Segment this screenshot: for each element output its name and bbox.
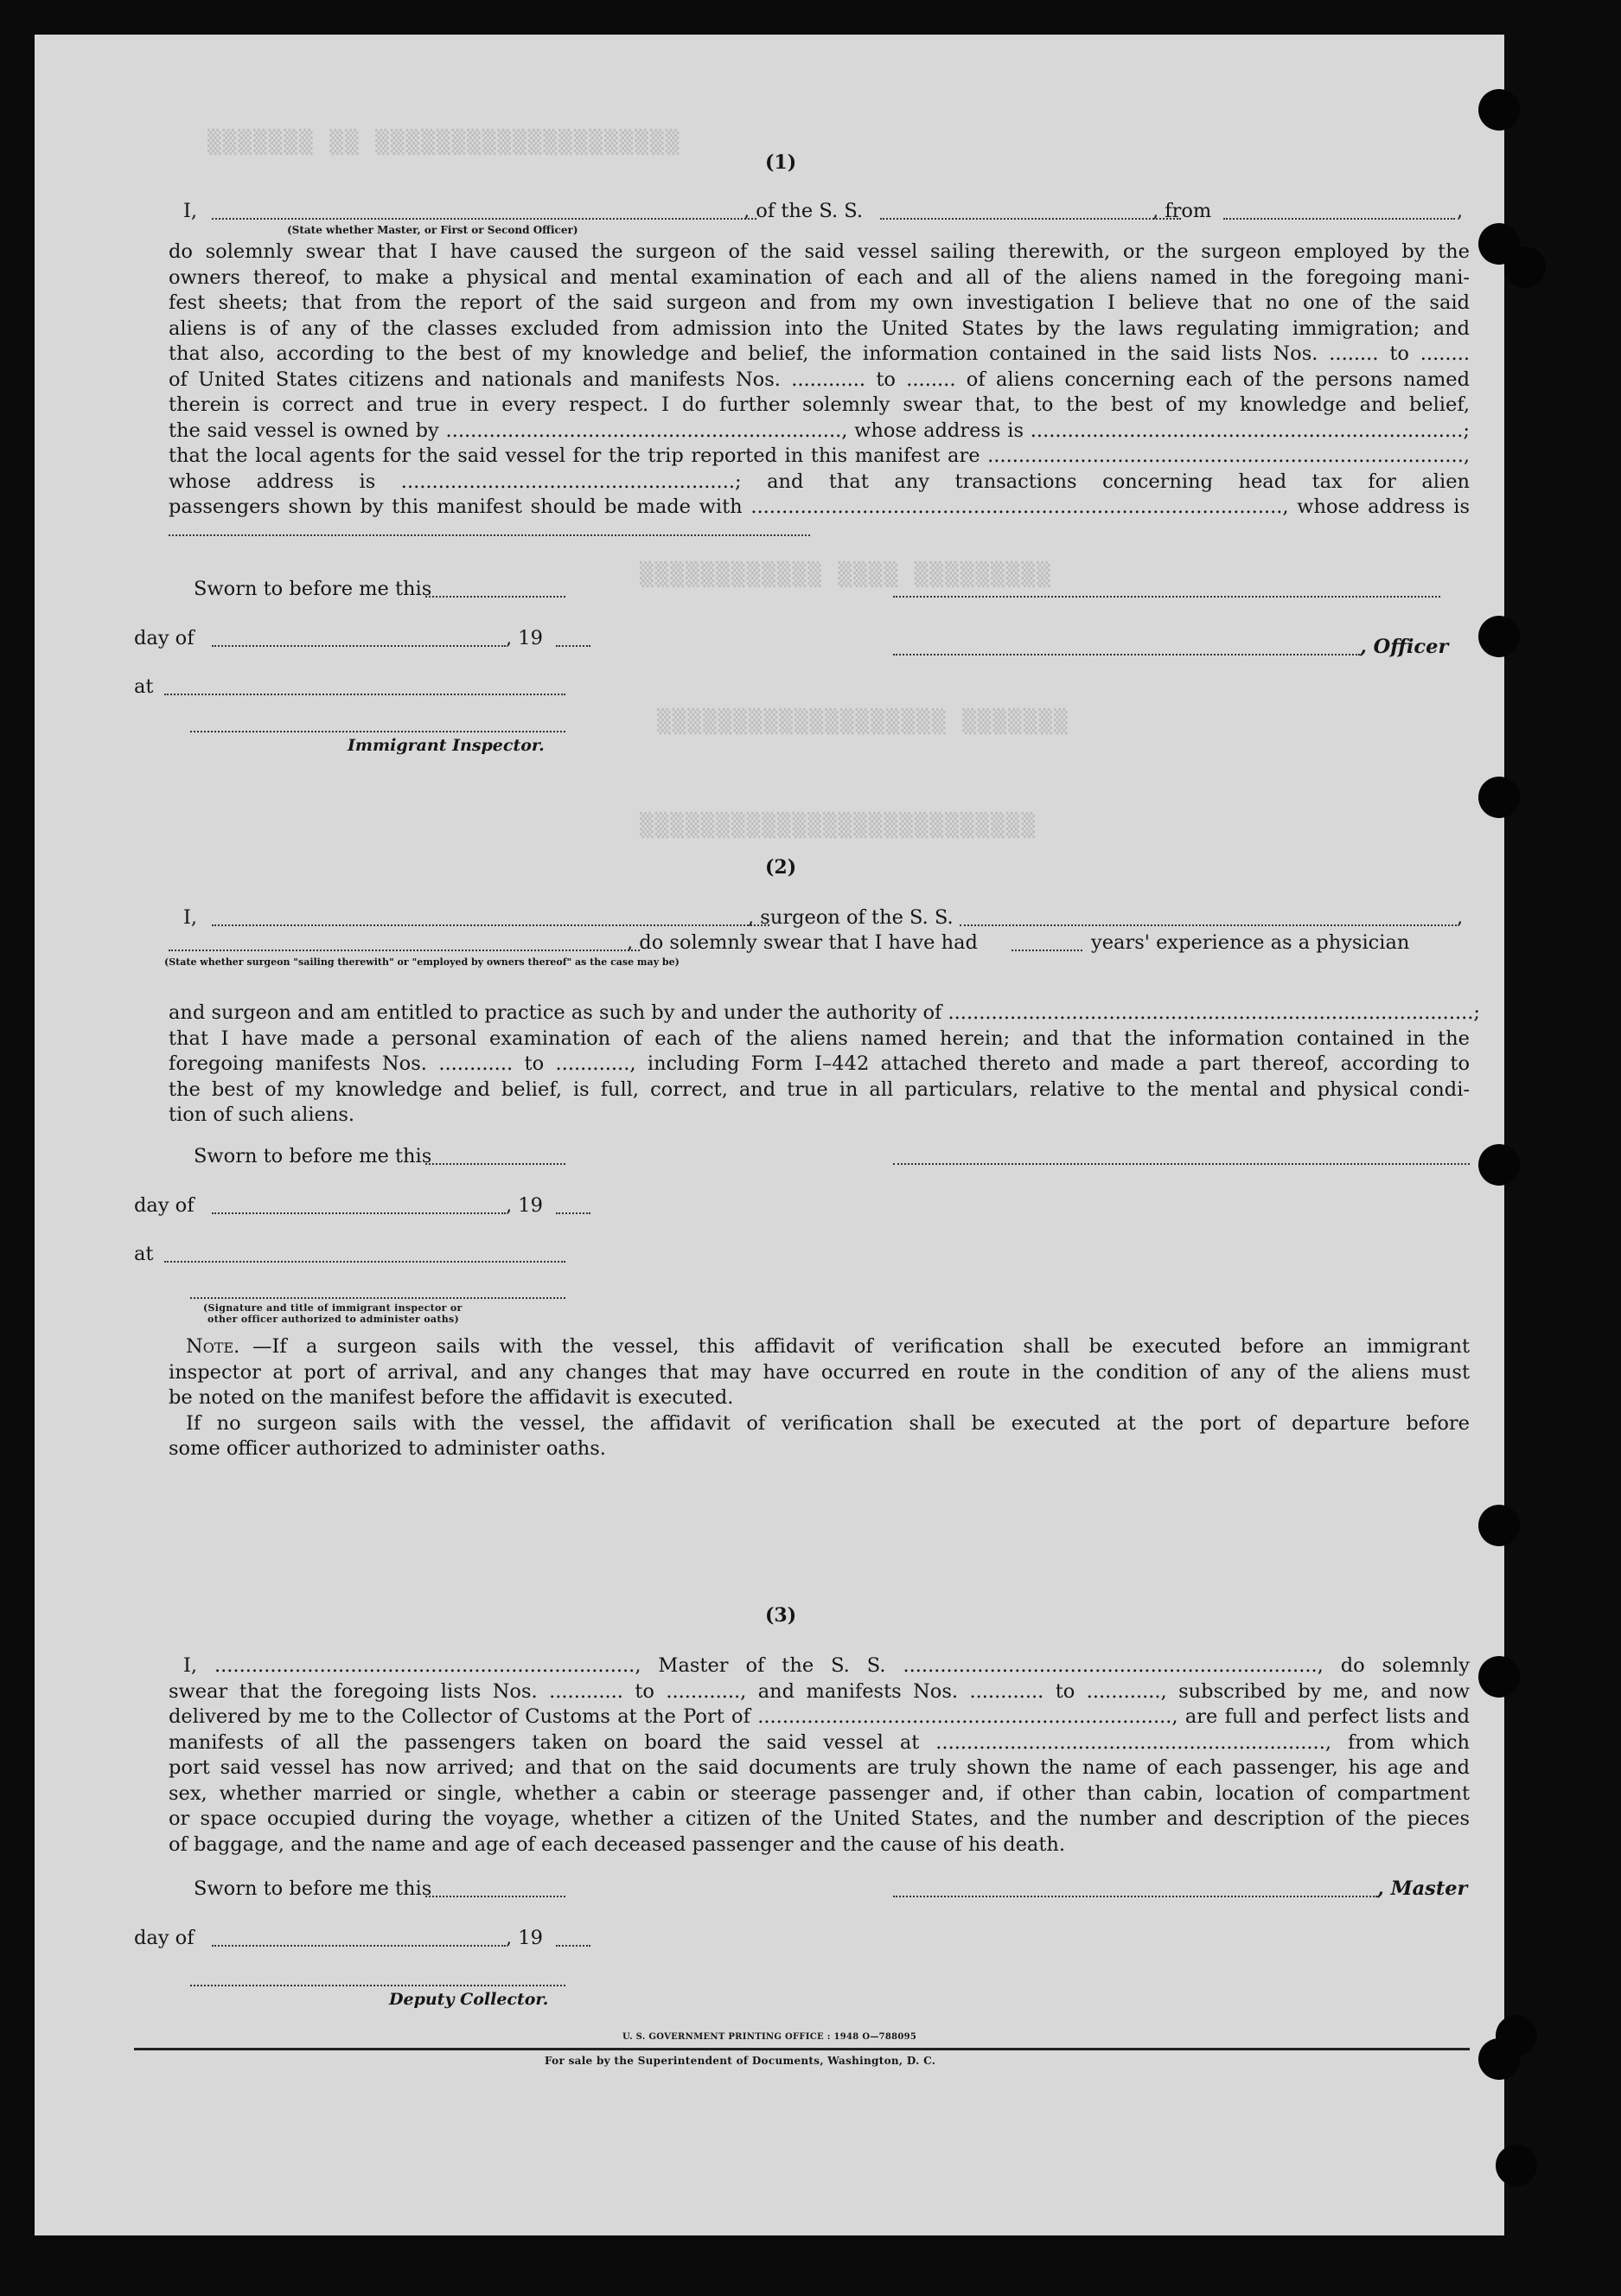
note-line: inspector at port of arrival, and any changes that may have occurred en route in the condition of any of the aliens must <box>169 1360 1470 1384</box>
section-3-body-line: sex, whether married or single, whether a cabin or steerage passenger and, if other than cabin, location of compartment <box>169 1781 1470 1805</box>
section-1-at: at <box>134 675 154 698</box>
note-line: be noted on the manifest before the affidavit is executed. <box>169 1386 734 1409</box>
punch-hole <box>1478 616 1520 657</box>
section-1-body-line: fest sheets; that from the report of the said surgeon and from my own investigation I believe that no one of the said <box>169 291 1470 314</box>
punch-hole <box>1478 1144 1520 1186</box>
punch-hole <box>1478 777 1520 818</box>
section-1-i: I, <box>183 200 198 222</box>
punch-hole <box>1478 89 1520 131</box>
year-field[interactable] <box>556 1212 590 1214</box>
officer-name-field[interactable] <box>212 218 756 220</box>
signature-caption-line: (Signature and title of immigrant inspector or <box>203 1302 463 1314</box>
for-sale-notice: For sale by the Superintendent of Documents, Washington, D. C. <box>545 2055 936 2067</box>
section-1-body-line: that the local agents for the said vessel for the trip reported in this manifest are ............................................................................., <box>169 444 1470 467</box>
officer-title-field[interactable] <box>893 654 1360 656</box>
section-1-body-line: owners thereof, to make a physical and mental examination of each and all of the aliens named in the foregoing mani- <box>169 265 1470 289</box>
section-1-number: (1) <box>765 151 797 174</box>
section-2-day-of: day of <box>134 1194 195 1217</box>
note-line: —If a surgeon sails with the vessel, this affidavit of verification shall be executed before an immigrant <box>252 1335 1470 1358</box>
surgeon-signature-field[interactable] <box>893 1163 1470 1165</box>
section-2-year: , 19 <box>506 1194 543 1217</box>
section-3-body-line: port said vessel has now arrived; and that on the said documents are truly shown the name of each passenger, his age and <box>169 1756 1470 1779</box>
note-line: If no surgeon sails with the vessel, the affidavit of verification shall be executed at the port of departure before <box>186 1411 1470 1435</box>
section-3-body-line: manifests of all the passengers taken on board the said vessel at ..............................................................., from which <box>169 1730 1470 1754</box>
section-2-sworn: Sworn to before me this <box>194 1145 432 1167</box>
note-label: Note. <box>186 1335 240 1358</box>
section-2-comma: , <box>1457 906 1464 929</box>
punch-hole <box>1478 2038 1520 2080</box>
printing-office-imprint: U. S. GOVERNMENT PRINTING OFFICE : 1948 O—788095 <box>622 2032 917 2042</box>
section-2-body-line: the best of my knowledge and belief, is full, correct, and true in all particulars, relative to the mental and physical condi- <box>169 1078 1470 1101</box>
section-1-body-line: therein is correct and true in every respect. I do further solemnly swear that, to the best of my knowledge and belief, <box>169 393 1470 416</box>
inspector-signature-field[interactable] <box>190 731 565 732</box>
section-1-body-line: the said vessel is owned by ................................................................, whose address is ......................................................................; <box>169 419 1470 442</box>
section-1-sworn: Sworn to before me this <box>194 578 432 600</box>
sworn-date-field[interactable] <box>425 1163 565 1165</box>
officer-signature-field[interactable] <box>893 596 1440 598</box>
immigrant-inspector-label: Immigrant Inspector. <box>348 736 545 755</box>
section-1-body-line: passengers shown by this manifest should be made with ......................................................................................, whose address is <box>169 496 1470 518</box>
year-field[interactable] <box>556 1945 590 1947</box>
signature-caption-line: other officer authorized to administer oaths) <box>207 1314 460 1325</box>
bleed-through-text: ▒▒▒▒▒▒▒▒▒▒▒▒▒▒▒▒▒▒▒ ▒▒▒▒▒▒▒ <box>657 709 1069 735</box>
section-3-year: , 19 <box>506 1927 543 1949</box>
day-month-field[interactable] <box>212 645 506 647</box>
year-field[interactable] <box>556 645 590 647</box>
section-3-sworn: Sworn to before me this <box>194 1877 432 1900</box>
bleed-through-text: ▒▒▒▒▒▒▒ ▒▒ ▒▒▒▒▒▒▒▒▒▒▒▒▒▒▒▒▒▒▒▒ <box>207 130 681 156</box>
place-field[interactable] <box>164 1261 565 1263</box>
section-2-surgeon-of-ss: , surgeon of the S. S. <box>748 906 954 929</box>
section-3-body-line: I, ...................................................................., Master of the S. S. ..................................................................., do solemnly <box>183 1654 1470 1677</box>
section-2-number: (2) <box>765 856 797 879</box>
section-1-of-ss: , of the S. S. <box>743 200 864 222</box>
section-1-comma: , <box>1457 200 1464 222</box>
form-sheet <box>35 35 1504 2235</box>
surgeon-vessel-field[interactable] <box>960 924 1457 926</box>
deputy-collector-label: Deputy Collector. <box>389 1990 549 2009</box>
officer-label: , Officer <box>1360 636 1449 658</box>
section-2-body-line: tion of such aliens. <box>169 1103 355 1126</box>
section-2-at: at <box>134 1243 154 1265</box>
master-signature-field[interactable] <box>893 1896 1377 1897</box>
section-1-body-line: do solemnly swear that I have caused the surgeon of the said vessel sailing therewith, or the surgeon employed by the <box>169 240 1470 263</box>
vessel-name-field[interactable] <box>880 218 1181 220</box>
bleed-through-text: ▒▒▒▒▒▒▒▒▒▒▒▒▒▒▒▒▒▒▒▒▒▒▒▒▒▒ <box>640 813 1037 839</box>
section-3-body-line: swear that the foregoing lists Nos. ............ to ............, and manifests Nos. ............ to ............, subscribed by me, and now <box>169 1679 1470 1703</box>
section-2-i: I, <box>183 906 198 929</box>
punch-hole <box>1504 246 1546 288</box>
place-field[interactable] <box>164 694 565 695</box>
day-month-field[interactable] <box>212 1212 506 1214</box>
section-1-day-of: day of <box>134 627 195 649</box>
day-month-field[interactable] <box>212 1945 506 1947</box>
surgeon-caption: (State whether surgeon "sailing therewith" or "employed by owners thereof" as the case may be) <box>164 956 680 968</box>
address-continuation-field[interactable] <box>169 534 810 536</box>
years-experience-field[interactable] <box>1012 950 1082 951</box>
master-label: , Master <box>1377 1877 1468 1900</box>
surgeon-name-field[interactable] <box>212 924 769 926</box>
signature-title-field[interactable] <box>190 1297 565 1299</box>
from-port-field[interactable] <box>1223 218 1455 220</box>
collector-signature-field[interactable] <box>190 1985 565 1986</box>
sworn-date-field[interactable] <box>425 596 565 598</box>
section-2-body-line: that I have made a personal examination of each of the aliens named herein; and that the information contained in the <box>169 1026 1470 1050</box>
section-1-from: , from <box>1152 200 1212 222</box>
section-3-body-line: of baggage, and the name and age of each deceased passenger and the cause of his death. <box>169 1832 1066 1856</box>
punch-hole <box>1478 1656 1520 1698</box>
section-2-body-line: and surgeon and am entitled to practice as such by and under the authority of .....................................................................................; <box>169 1001 1481 1024</box>
section-1-body-line: whose address is ......................................................; and that any transactions concerning head tax for alien <box>169 470 1470 493</box>
officer-caption: (State whether Master, or First or Second Officer) <box>287 224 578 236</box>
section-2-body-line: foregoing manifests Nos. ............ to ............, including Form I–442 attached thereto and made a part thereof, according to <box>169 1052 1470 1075</box>
section-2-years: years' experience as a physician <box>1091 931 1410 954</box>
bleed-through-text: ▒▒▒▒▒▒▒▒▒▒▒▒ ▒▒▒▒ ▒▒▒▒▒▒▒▒▒ <box>640 562 1052 588</box>
section-3-body-line: delivered by me to the Collector of Customs at the Port of ..................................................................., are full and perfect lists and <box>169 1705 1470 1728</box>
section-1-body-line: aliens is of any of the classes excluded from admission into the United States by the laws regulating immigration; and <box>169 317 1470 340</box>
punch-hole <box>1496 2145 1537 2186</box>
section-1-body-line: of United States citizens and nationals and manifests Nos. ............ to ........ of aliens concerning each of the persons named <box>169 368 1470 391</box>
section-1-body-line: that also, according to the best of my knowledge and belief, the information contained in the said lists Nos. ........ to ........ <box>169 342 1470 365</box>
section-1-year: , 19 <box>506 627 543 649</box>
section-3-number: (3) <box>765 1604 797 1627</box>
punch-hole <box>1478 1505 1520 1546</box>
sworn-date-field[interactable] <box>425 1896 565 1897</box>
section-2-swear: , do solemnly swear that I have had <box>627 931 978 954</box>
surgeon-status-field[interactable] <box>169 950 640 951</box>
section-3-body-line: or space occupied during the voyage, whether a citizen of the United States, and the number and description of the pieces <box>169 1807 1470 1830</box>
note-line: some officer authorized to administer oaths. <box>169 1437 606 1460</box>
footer-rule <box>134 2048 1470 2050</box>
section-3-day-of: day of <box>134 1927 195 1949</box>
